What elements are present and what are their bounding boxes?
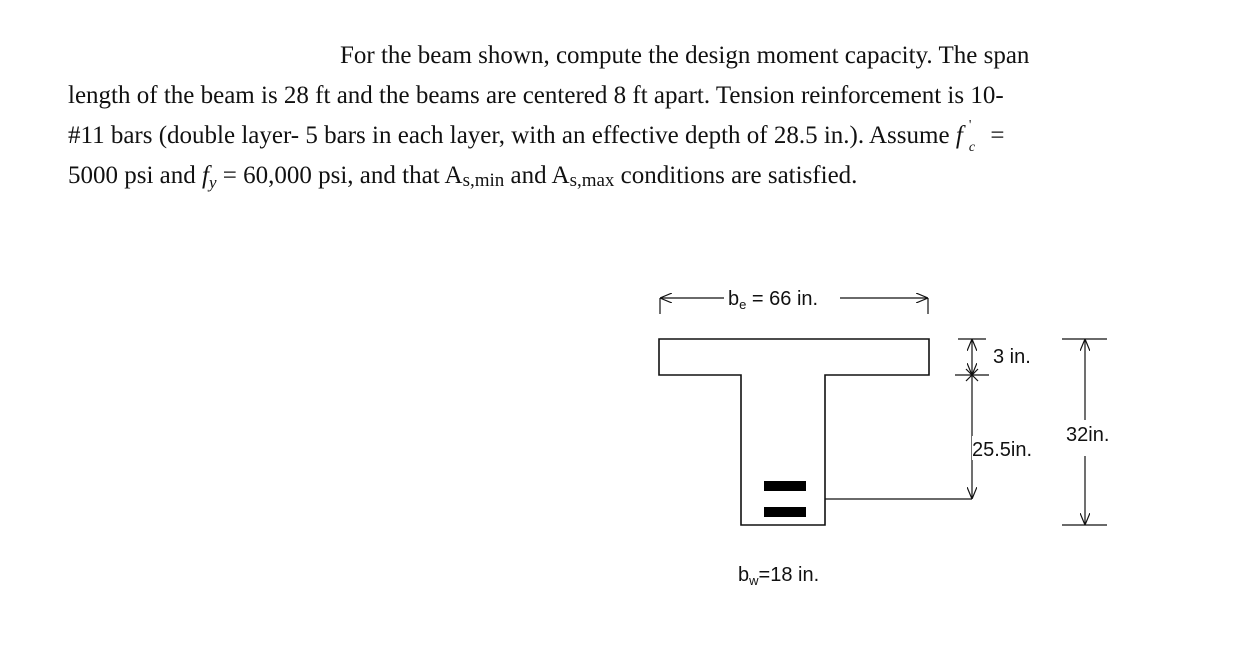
bw-label: $b_w=18$ in.	[738, 564, 820, 588]
problem-line-2: length of the beam is 28 ft and the beams are centered 8 ft apart. Tension reinforcement is 10-	[68, 82, 1004, 109]
total-dim-label: 32in.	[1066, 424, 1110, 446]
rebar-layer-top	[764, 481, 806, 491]
line4-d: conditions are satisfied.	[620, 162, 858, 189]
fy-f: f	[202, 162, 209, 189]
as-max-sub: s,max	[569, 170, 615, 191]
fc-f: f	[955, 122, 963, 149]
as-min-sub: s,min	[462, 170, 505, 191]
line4-c: and A	[510, 162, 570, 189]
fy-y: y	[208, 173, 217, 192]
t-beam-outline	[659, 339, 929, 525]
problem-line-3-text: #11 bars (double layer- 5 bars in each layer, with an effective depth of 28.5 in.). Assume	[68, 122, 950, 149]
problem-line-1: For the beam shown, compute the design moment capacity. The span	[340, 42, 1030, 69]
fc-equals: =	[990, 122, 1005, 149]
flange-dim-label: 3 in.	[993, 346, 1031, 368]
line4-a: 5000 psi and	[68, 162, 196, 189]
line4-b: = 60,000 psi, and that A	[222, 162, 463, 189]
be-label: $b_e = 66$ in.	[728, 288, 819, 312]
fc-c: c	[968, 140, 976, 155]
fc-prime: '	[968, 118, 972, 133]
web-dim-label: 25.5in.	[972, 439, 1033, 461]
rebar-layer-bottom	[764, 507, 806, 517]
